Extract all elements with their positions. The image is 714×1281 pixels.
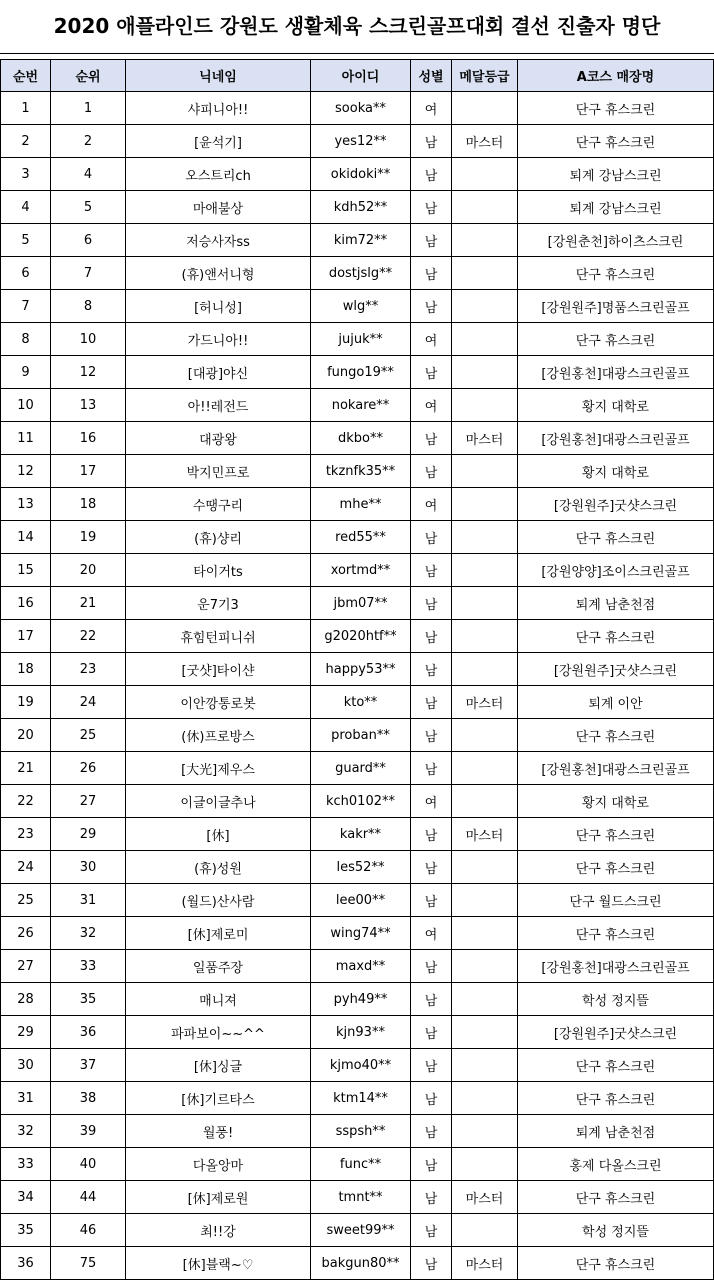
table-row bbox=[1, 290, 714, 323]
cell-gender: 여 bbox=[411, 389, 452, 422]
cell-store: 단구 휴스크린 bbox=[518, 323, 714, 356]
cell-gender: 여 bbox=[411, 92, 452, 125]
cell-no: 21 bbox=[1, 752, 51, 785]
finalists-table bbox=[0, 59, 714, 1280]
cell-no: 34 bbox=[1, 1181, 51, 1214]
cell-store: 단구 휴스크린 bbox=[518, 620, 714, 653]
cell-medal bbox=[452, 1016, 518, 1049]
cell-no: 32 bbox=[1, 1115, 51, 1148]
cell-medal bbox=[452, 455, 518, 488]
cell-rank: 25 bbox=[51, 719, 126, 752]
table-row bbox=[1, 158, 714, 191]
cell-medal bbox=[452, 323, 518, 356]
table-row bbox=[1, 884, 714, 917]
cell-id: wing74** bbox=[311, 917, 411, 950]
cell-rank: 20 bbox=[51, 554, 126, 587]
cell-gender: 여 bbox=[411, 785, 452, 818]
cell-no: 31 bbox=[1, 1082, 51, 1115]
cell-store: 단구 휴스크린 bbox=[518, 1082, 714, 1115]
cell-id: tmnt** bbox=[311, 1181, 411, 1214]
cell-nickname: 마애불상 bbox=[126, 191, 311, 224]
cell-id: nokare** bbox=[311, 389, 411, 422]
cell-nickname: 일품주장 bbox=[126, 950, 311, 983]
cell-store: 단구 휴스크린 bbox=[518, 818, 714, 851]
cell-store: 단구 휴스크린 bbox=[518, 1049, 714, 1082]
cell-id: maxd** bbox=[311, 950, 411, 983]
cell-gender: 남 bbox=[411, 191, 452, 224]
cell-nickname: [休]기르타스 bbox=[126, 1082, 311, 1115]
cell-nickname: 대광왕 bbox=[126, 422, 311, 455]
cell-rank: 1 bbox=[51, 92, 126, 125]
cell-no: 9 bbox=[1, 356, 51, 389]
table-row bbox=[1, 686, 714, 719]
cell-medal: 마스터 bbox=[452, 686, 518, 719]
cell-medal bbox=[452, 851, 518, 884]
cell-nickname: [休] bbox=[126, 818, 311, 851]
cell-gender: 남 bbox=[411, 620, 452, 653]
cell-id: kto** bbox=[311, 686, 411, 719]
cell-medal bbox=[452, 1214, 518, 1247]
table-row bbox=[1, 323, 714, 356]
cell-store: 황지 대학로 bbox=[518, 785, 714, 818]
cell-no: 5 bbox=[1, 224, 51, 257]
table-row bbox=[1, 191, 714, 224]
cell-medal bbox=[452, 389, 518, 422]
table-body bbox=[1, 92, 714, 1280]
cell-gender: 남 bbox=[411, 752, 452, 785]
cell-id: jujuk** bbox=[311, 323, 411, 356]
cell-store: [강원양양]조이스크린골프 bbox=[518, 554, 714, 587]
cell-id: pyh49** bbox=[311, 983, 411, 1016]
cell-nickname: [대광]야신 bbox=[126, 356, 311, 389]
table-row bbox=[1, 1181, 714, 1214]
cell-id: lee00** bbox=[311, 884, 411, 917]
cell-rank: 46 bbox=[51, 1214, 126, 1247]
cell-store: 퇴계 강남스크린 bbox=[518, 191, 714, 224]
cell-nickname: (休)프로방스 bbox=[126, 719, 311, 752]
table-row bbox=[1, 1247, 714, 1280]
cell-no: 7 bbox=[1, 290, 51, 323]
cell-rank: 30 bbox=[51, 851, 126, 884]
cell-gender: 남 bbox=[411, 686, 452, 719]
cell-no: 23 bbox=[1, 818, 51, 851]
table-row bbox=[1, 521, 714, 554]
cell-store: [강원원주]굿샷스크린 bbox=[518, 488, 714, 521]
cell-id: sspsh** bbox=[311, 1115, 411, 1148]
table-row bbox=[1, 620, 714, 653]
cell-gender: 남 bbox=[411, 290, 452, 323]
cell-gender: 남 bbox=[411, 1115, 452, 1148]
cell-rank: 39 bbox=[51, 1115, 126, 1148]
cell-gender: 남 bbox=[411, 653, 452, 686]
cell-store: 단구 월드스크린 bbox=[518, 884, 714, 917]
table-row bbox=[1, 125, 714, 158]
cell-gender: 남 bbox=[411, 455, 452, 488]
cell-gender: 남 bbox=[411, 224, 452, 257]
cell-no: 15 bbox=[1, 554, 51, 587]
cell-no: 28 bbox=[1, 983, 51, 1016]
cell-rank: 22 bbox=[51, 620, 126, 653]
cell-id: proban** bbox=[311, 719, 411, 752]
cell-rank: 2 bbox=[51, 125, 126, 158]
cell-medal bbox=[452, 620, 518, 653]
cell-id: dostjslg** bbox=[311, 257, 411, 290]
cell-gender: 남 bbox=[411, 1148, 452, 1181]
cell-gender: 남 bbox=[411, 950, 452, 983]
cell-medal: 마스터 bbox=[452, 422, 518, 455]
cell-id: xortmd** bbox=[311, 554, 411, 587]
cell-no: 19 bbox=[1, 686, 51, 719]
table-row bbox=[1, 422, 714, 455]
cell-rank: 27 bbox=[51, 785, 126, 818]
cell-rank: 40 bbox=[51, 1148, 126, 1181]
cell-id: guard** bbox=[311, 752, 411, 785]
cell-id: kim72** bbox=[311, 224, 411, 257]
cell-nickname: 월풍! bbox=[126, 1115, 311, 1148]
cell-nickname: [休]제로원 bbox=[126, 1181, 311, 1214]
cell-nickname: 박지민프로 bbox=[126, 455, 311, 488]
cell-gender: 남 bbox=[411, 521, 452, 554]
cell-rank: 38 bbox=[51, 1082, 126, 1115]
cell-rank: 23 bbox=[51, 653, 126, 686]
cell-gender: 남 bbox=[411, 983, 452, 1016]
cell-store: 퇴계 강남스크린 bbox=[518, 158, 714, 191]
cell-no: 30 bbox=[1, 1049, 51, 1082]
cell-rank: 24 bbox=[51, 686, 126, 719]
cell-id: mhe** bbox=[311, 488, 411, 521]
cell-medal bbox=[452, 983, 518, 1016]
table-row bbox=[1, 1082, 714, 1115]
table-row bbox=[1, 257, 714, 290]
cell-no: 29 bbox=[1, 1016, 51, 1049]
cell-medal bbox=[452, 950, 518, 983]
table-row bbox=[1, 455, 714, 488]
table-row bbox=[1, 488, 714, 521]
cell-gender: 여 bbox=[411, 323, 452, 356]
cell-medal bbox=[452, 917, 518, 950]
table-row bbox=[1, 1115, 714, 1148]
cell-gender: 남 bbox=[411, 1247, 452, 1280]
cell-gender: 여 bbox=[411, 488, 452, 521]
cell-store: [강원홍천]대광스크린골프 bbox=[518, 356, 714, 389]
cell-store: 단구 휴스크린 bbox=[518, 1247, 714, 1280]
cell-medal bbox=[452, 752, 518, 785]
cell-gender: 남 bbox=[411, 1016, 452, 1049]
col-header-medal: 메달등급 bbox=[452, 60, 518, 92]
cell-rank: 26 bbox=[51, 752, 126, 785]
col-header-id: 아이디 bbox=[311, 60, 411, 92]
cell-nickname: 운7기3 bbox=[126, 587, 311, 620]
cell-no: 1 bbox=[1, 92, 51, 125]
cell-no: 26 bbox=[1, 917, 51, 950]
table-row bbox=[1, 752, 714, 785]
cell-rank: 17 bbox=[51, 455, 126, 488]
cell-nickname: [굿샷]타이샨 bbox=[126, 653, 311, 686]
cell-no: 22 bbox=[1, 785, 51, 818]
cell-store: [강원홍천]대광스크린골프 bbox=[518, 752, 714, 785]
cell-id: happy53** bbox=[311, 653, 411, 686]
cell-medal bbox=[452, 554, 518, 587]
table-row bbox=[1, 356, 714, 389]
cell-store: [강원홍천]대광스크린골프 bbox=[518, 950, 714, 983]
cell-rank: 10 bbox=[51, 323, 126, 356]
cell-medal: 마스터 bbox=[452, 1181, 518, 1214]
cell-gender: 남 bbox=[411, 1082, 452, 1115]
cell-medal bbox=[452, 224, 518, 257]
table-row bbox=[1, 1049, 714, 1082]
cell-nickname: 최!!강 bbox=[126, 1214, 311, 1247]
cell-medal bbox=[452, 92, 518, 125]
cell-store: 단구 휴스크린 bbox=[518, 719, 714, 752]
cell-no: 13 bbox=[1, 488, 51, 521]
cell-gender: 남 bbox=[411, 422, 452, 455]
cell-gender: 남 bbox=[411, 158, 452, 191]
cell-rank: 12 bbox=[51, 356, 126, 389]
cell-nickname: 다올앙마 bbox=[126, 1148, 311, 1181]
cell-store: 홍제 다올스크린 bbox=[518, 1148, 714, 1181]
table-header-row bbox=[1, 60, 714, 92]
cell-gender: 남 bbox=[411, 356, 452, 389]
table-row bbox=[1, 851, 714, 884]
cell-store: 단구 휴스크린 bbox=[518, 851, 714, 884]
cell-medal bbox=[452, 521, 518, 554]
cell-id: kjmo40** bbox=[311, 1049, 411, 1082]
cell-medal bbox=[452, 653, 518, 686]
cell-store: 단구 휴스크린 bbox=[518, 1181, 714, 1214]
cell-no: 16 bbox=[1, 587, 51, 620]
cell-id: dkbo** bbox=[311, 422, 411, 455]
cell-id: ktm14** bbox=[311, 1082, 411, 1115]
cell-medal bbox=[452, 1148, 518, 1181]
cell-medal bbox=[452, 488, 518, 521]
cell-nickname: [허니성] bbox=[126, 290, 311, 323]
cell-no: 4 bbox=[1, 191, 51, 224]
cell-gender: 남 bbox=[411, 1049, 452, 1082]
cell-no: 27 bbox=[1, 950, 51, 983]
cell-no: 18 bbox=[1, 653, 51, 686]
cell-store: 학성 정지뜰 bbox=[518, 983, 714, 1016]
cell-nickname: 휴힘턴피니쉬 bbox=[126, 620, 311, 653]
cell-no: 14 bbox=[1, 521, 51, 554]
cell-id: yes12** bbox=[311, 125, 411, 158]
cell-no: 8 bbox=[1, 323, 51, 356]
cell-medal bbox=[452, 785, 518, 818]
cell-nickname: (월드)산사람 bbox=[126, 884, 311, 917]
cell-rank: 44 bbox=[51, 1181, 126, 1214]
cell-nickname: 샤피니아!! bbox=[126, 92, 311, 125]
cell-nickname: (휴)성원 bbox=[126, 851, 311, 884]
cell-store: [강원원주]굿샷스크린 bbox=[518, 1016, 714, 1049]
table-row bbox=[1, 719, 714, 752]
cell-id: jbm07** bbox=[311, 587, 411, 620]
table-row bbox=[1, 818, 714, 851]
cell-medal: 마스터 bbox=[452, 1247, 518, 1280]
cell-nickname: 수땡구리 bbox=[126, 488, 311, 521]
cell-store: 단구 휴스크린 bbox=[518, 521, 714, 554]
table-row bbox=[1, 785, 714, 818]
cell-store: 단구 휴스크린 bbox=[518, 125, 714, 158]
col-header-store: A코스 매장명 bbox=[518, 60, 714, 92]
cell-nickname: 가드니아!! bbox=[126, 323, 311, 356]
cell-gender: 남 bbox=[411, 587, 452, 620]
cell-nickname: 저승사자ss bbox=[126, 224, 311, 257]
cell-gender: 여 bbox=[411, 917, 452, 950]
cell-rank: 4 bbox=[51, 158, 126, 191]
cell-nickname: 오스트리ch bbox=[126, 158, 311, 191]
cell-gender: 남 bbox=[411, 1214, 452, 1247]
cell-gender: 남 bbox=[411, 818, 452, 851]
cell-id: okidoki** bbox=[311, 158, 411, 191]
table-row bbox=[1, 653, 714, 686]
cell-id: sweet99** bbox=[311, 1214, 411, 1247]
cell-no: 6 bbox=[1, 257, 51, 290]
cell-gender: 남 bbox=[411, 257, 452, 290]
cell-medal: 마스터 bbox=[452, 125, 518, 158]
cell-nickname: 파파보이~~^^ bbox=[126, 1016, 311, 1049]
cell-id: kch0102** bbox=[311, 785, 411, 818]
cell-medal: 마스터 bbox=[452, 818, 518, 851]
cell-rank: 6 bbox=[51, 224, 126, 257]
cell-id: kjn93** bbox=[311, 1016, 411, 1049]
cell-id: sooka** bbox=[311, 92, 411, 125]
cell-no: 25 bbox=[1, 884, 51, 917]
cell-rank: 35 bbox=[51, 983, 126, 1016]
cell-nickname: 이글이글추나 bbox=[126, 785, 311, 818]
cell-medal bbox=[452, 1049, 518, 1082]
cell-id: les52** bbox=[311, 851, 411, 884]
cell-rank: 5 bbox=[51, 191, 126, 224]
cell-nickname: [大光]제우스 bbox=[126, 752, 311, 785]
cell-nickname: 이안깡통로봇 bbox=[126, 686, 311, 719]
cell-store: 단구 휴스크린 bbox=[518, 92, 714, 125]
cell-store: 퇴계 남춘천점 bbox=[518, 587, 714, 620]
cell-rank: 19 bbox=[51, 521, 126, 554]
cell-store: [강원원주]굿샷스크린 bbox=[518, 653, 714, 686]
cell-store: 단구 휴스크린 bbox=[518, 917, 714, 950]
page-title: 2020 애플라인드 강원도 생활체육 스크린골프대회 결선 진출자 명단 bbox=[0, 0, 714, 54]
cell-rank: 13 bbox=[51, 389, 126, 422]
cell-no: 10 bbox=[1, 389, 51, 422]
cell-rank: 16 bbox=[51, 422, 126, 455]
cell-nickname: 타이거ts bbox=[126, 554, 311, 587]
cell-gender: 남 bbox=[411, 719, 452, 752]
cell-no: 20 bbox=[1, 719, 51, 752]
cell-id: red55** bbox=[311, 521, 411, 554]
cell-medal bbox=[452, 719, 518, 752]
cell-medal bbox=[452, 587, 518, 620]
cell-rank: 31 bbox=[51, 884, 126, 917]
col-header-no: 순번 bbox=[1, 60, 51, 92]
cell-nickname: 아!!레전드 bbox=[126, 389, 311, 422]
cell-no: 24 bbox=[1, 851, 51, 884]
cell-nickname: 매니져 bbox=[126, 983, 311, 1016]
cell-medal bbox=[452, 1115, 518, 1148]
col-header-nickname: 닉네임 bbox=[126, 60, 311, 92]
cell-no: 33 bbox=[1, 1148, 51, 1181]
table-row bbox=[1, 1148, 714, 1181]
cell-store: [강원춘천]하이츠스크린 bbox=[518, 224, 714, 257]
cell-no: 35 bbox=[1, 1214, 51, 1247]
cell-nickname: [休]블랙~♡ bbox=[126, 1247, 311, 1280]
cell-nickname: [休]제로미 bbox=[126, 917, 311, 950]
cell-gender: 남 bbox=[411, 884, 452, 917]
cell-no: 3 bbox=[1, 158, 51, 191]
cell-medal bbox=[452, 290, 518, 323]
cell-medal bbox=[452, 257, 518, 290]
cell-no: 17 bbox=[1, 620, 51, 653]
cell-nickname: (휴)앤서니형 bbox=[126, 257, 311, 290]
cell-id: kdh52** bbox=[311, 191, 411, 224]
cell-rank: 18 bbox=[51, 488, 126, 521]
cell-medal bbox=[452, 1082, 518, 1115]
cell-nickname: (휴)샹리 bbox=[126, 521, 311, 554]
col-header-gender: 성별 bbox=[411, 60, 452, 92]
cell-rank: 32 bbox=[51, 917, 126, 950]
cell-rank: 29 bbox=[51, 818, 126, 851]
cell-medal bbox=[452, 356, 518, 389]
col-header-rank: 순위 bbox=[51, 60, 126, 92]
cell-medal bbox=[452, 191, 518, 224]
cell-id: kakr** bbox=[311, 818, 411, 851]
table-row bbox=[1, 950, 714, 983]
cell-medal bbox=[452, 158, 518, 191]
cell-gender: 남 bbox=[411, 125, 452, 158]
cell-store: 학성 정지뜰 bbox=[518, 1214, 714, 1247]
cell-gender: 남 bbox=[411, 851, 452, 884]
cell-id: wlg** bbox=[311, 290, 411, 323]
cell-store: [강원원주]명품스크린골프 bbox=[518, 290, 714, 323]
cell-rank: 21 bbox=[51, 587, 126, 620]
cell-nickname: [윤석기] bbox=[126, 125, 311, 158]
table-row bbox=[1, 1016, 714, 1049]
cell-id: bakgun80** bbox=[311, 1247, 411, 1280]
cell-rank: 37 bbox=[51, 1049, 126, 1082]
cell-rank: 8 bbox=[51, 290, 126, 323]
cell-id: tkznfk35** bbox=[311, 455, 411, 488]
cell-rank: 33 bbox=[51, 950, 126, 983]
cell-store: 황지 대학로 bbox=[518, 455, 714, 488]
cell-store: 황지 대학로 bbox=[518, 389, 714, 422]
table-row bbox=[1, 224, 714, 257]
cell-gender: 남 bbox=[411, 554, 452, 587]
cell-id: func** bbox=[311, 1148, 411, 1181]
cell-medal bbox=[452, 884, 518, 917]
cell-id: fungo19** bbox=[311, 356, 411, 389]
cell-rank: 7 bbox=[51, 257, 126, 290]
cell-nickname: [休]싱글 bbox=[126, 1049, 311, 1082]
table-row bbox=[1, 1214, 714, 1247]
table-row bbox=[1, 92, 714, 125]
cell-id: g2020htf** bbox=[311, 620, 411, 653]
cell-store: [강원홍천]대광스크린골프 bbox=[518, 422, 714, 455]
cell-no: 36 bbox=[1, 1247, 51, 1280]
cell-store: 퇴계 이안 bbox=[518, 686, 714, 719]
cell-no: 11 bbox=[1, 422, 51, 455]
cell-rank: 36 bbox=[51, 1016, 126, 1049]
cell-gender: 남 bbox=[411, 1181, 452, 1214]
table-row bbox=[1, 587, 714, 620]
table-row bbox=[1, 917, 714, 950]
cell-store: 퇴계 남춘천점 bbox=[518, 1115, 714, 1148]
table-row bbox=[1, 983, 714, 1016]
table-row bbox=[1, 554, 714, 587]
cell-no: 12 bbox=[1, 455, 51, 488]
table-row bbox=[1, 389, 714, 422]
cell-rank: 75 bbox=[51, 1247, 126, 1280]
cell-store: 단구 휴스크린 bbox=[518, 257, 714, 290]
cell-no: 2 bbox=[1, 125, 51, 158]
